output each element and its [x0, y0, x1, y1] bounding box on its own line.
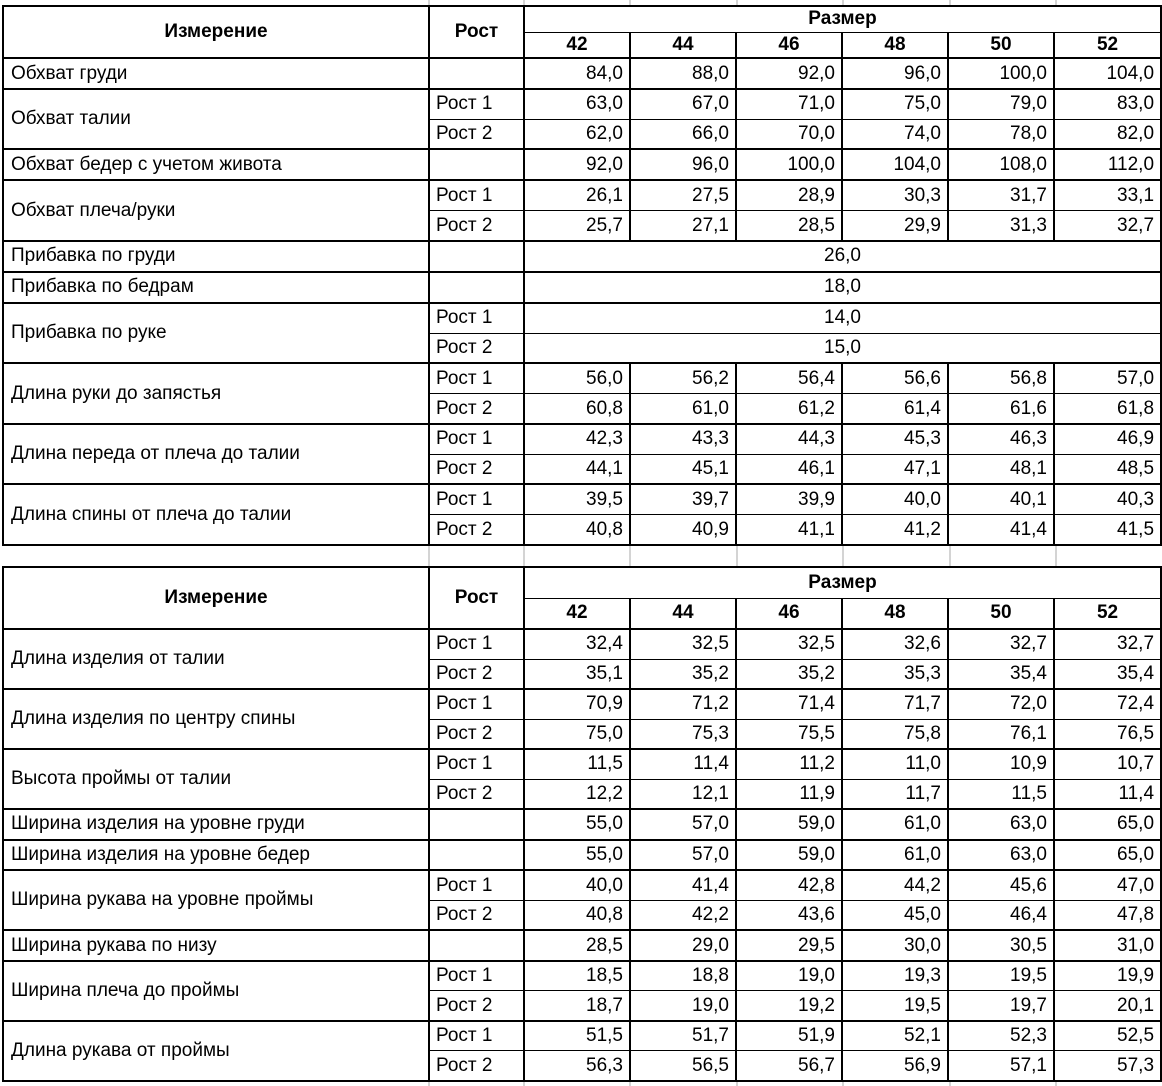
measurement-value: 45,6 — [948, 870, 1054, 900]
measurement-value: 11,4 — [630, 749, 736, 779]
rost-cell: Рост 1 — [429, 363, 524, 393]
measurement-value: 35,2 — [736, 659, 842, 689]
measurement-value: 42,2 — [630, 900, 736, 930]
measurement-value: 75,8 — [842, 719, 948, 749]
table-row — [3, 89, 1161, 119]
measurement-value: 39,9 — [736, 484, 842, 514]
measurement-value: 52,3 — [948, 1021, 1054, 1051]
measurement-value: 18,8 — [630, 961, 736, 991]
measurement-value: 83,0 — [1054, 89, 1161, 119]
measurement-value: 65,0 — [1054, 809, 1161, 840]
table-row — [3, 58, 1161, 89]
measurement-value: 19,5 — [948, 961, 1054, 991]
measurement-value: 48,5 — [1054, 454, 1161, 484]
rost-cell: Рост 1 — [429, 424, 524, 454]
col-header-size: Размер — [524, 567, 1161, 598]
measurement-value: 70,0 — [736, 119, 842, 149]
measurement-value: 100,0 — [948, 58, 1054, 89]
measurement-value: 66,0 — [630, 119, 736, 149]
size-column-header: 50 — [948, 598, 1054, 629]
measurement-value: 59,0 — [736, 840, 842, 871]
measurement-value: 19,2 — [736, 991, 842, 1021]
measurement-value: 25,7 — [524, 211, 630, 241]
upper-measurements-table — [2, 5, 1162, 546]
measurement-value: 40,0 — [842, 484, 948, 514]
rost-cell: Рост 2 — [429, 119, 524, 149]
rost-cell: Рост 2 — [429, 719, 524, 749]
measurement-value: 20,1 — [1054, 991, 1161, 1021]
size-column-header: 50 — [948, 32, 1054, 58]
measurement-value: 65,0 — [1054, 840, 1161, 871]
table-row — [3, 484, 1161, 514]
measurement-value: 43,6 — [736, 900, 842, 930]
rost-cell: Рост 1 — [429, 689, 524, 719]
table-row — [3, 272, 1161, 303]
measurement-value: 44,1 — [524, 454, 630, 484]
measurement-label: Ширина изделия на уровне груди — [3, 809, 429, 840]
measurement-value: 31,0 — [1054, 930, 1161, 961]
measurement-value: 11,5 — [948, 779, 1054, 809]
measurement-value: 57,0 — [630, 809, 736, 840]
measurement-value: 56,8 — [948, 363, 1054, 393]
measurement-value: 19,5 — [842, 991, 948, 1021]
measurement-value: 12,2 — [524, 779, 630, 809]
table-row — [3, 149, 1161, 180]
col-header-size: Размер — [524, 6, 1161, 32]
measurement-label: Высота проймы от талии — [3, 749, 429, 809]
measurement-value: 45,1 — [630, 454, 736, 484]
table-row — [3, 689, 1161, 719]
measurement-value: 63,0 — [524, 89, 630, 119]
measurement-value: 79,0 — [948, 89, 1054, 119]
measurement-value: 60,8 — [524, 394, 630, 424]
measurement-label: Длина рукава от проймы — [3, 1021, 429, 1081]
measurement-value: 33,1 — [1054, 180, 1161, 210]
table-row — [3, 870, 1161, 900]
measurement-value: 61,0 — [842, 840, 948, 871]
measurement-value: 108,0 — [948, 149, 1054, 180]
measurement-value: 75,0 — [842, 89, 948, 119]
table-row — [3, 241, 1161, 272]
measurement-label: Длина спины от плеча до талии — [3, 484, 429, 545]
col-header-rost: Рост — [429, 567, 524, 629]
rost-cell — [429, 930, 524, 961]
rost-cell — [429, 809, 524, 840]
measurement-value: 51,7 — [630, 1021, 736, 1051]
measurement-value: 71,4 — [736, 689, 842, 719]
lower-measurements-table — [2, 566, 1162, 1082]
measurement-value: 56,2 — [630, 363, 736, 393]
measurement-value-merged: 15,0 — [524, 333, 1161, 363]
measurement-value: 78,0 — [948, 119, 1054, 149]
measurement-label: Ширина изделия на уровне бедер — [3, 840, 429, 871]
measurement-value: 56,6 — [842, 363, 948, 393]
measurement-value: 76,5 — [1054, 719, 1161, 749]
measurement-value: 35,3 — [842, 659, 948, 689]
table-row — [3, 961, 1161, 991]
measurement-value: 92,0 — [736, 58, 842, 89]
measurement-value: 57,3 — [1054, 1051, 1161, 1081]
measurement-value: 40,3 — [1054, 484, 1161, 514]
measurement-value: 11,7 — [842, 779, 948, 809]
rost-cell: Рост 2 — [429, 211, 524, 241]
measurement-value: 46,9 — [1054, 424, 1161, 454]
rost-cell: Рост 2 — [429, 659, 524, 689]
measurement-value: 112,0 — [1054, 149, 1161, 180]
measurement-value: 56,5 — [630, 1051, 736, 1081]
measurement-value: 35,1 — [524, 659, 630, 689]
table-row — [3, 424, 1161, 454]
rost-cell: Рост 2 — [429, 515, 524, 545]
measurement-value: 35,4 — [948, 659, 1054, 689]
rost-cell — [429, 58, 524, 89]
measurement-value: 30,5 — [948, 930, 1054, 961]
spreadsheet-gridlines-bottom — [0, 1082, 1162, 1086]
measurement-value: 11,4 — [1054, 779, 1161, 809]
measurement-value: 40,9 — [630, 515, 736, 545]
size-column-header: 44 — [630, 32, 736, 58]
measurement-label: Длина изделия по центру спины — [3, 689, 429, 749]
rost-cell: Рост 1 — [429, 961, 524, 991]
measurement-value: 27,1 — [630, 211, 736, 241]
measurement-value: 40,1 — [948, 484, 1054, 514]
measurement-value: 72,0 — [948, 689, 1054, 719]
measurement-value: 26,1 — [524, 180, 630, 210]
measurement-value: 19,3 — [842, 961, 948, 991]
rost-cell: Рост 2 — [429, 1051, 524, 1081]
measurement-value: 28,5 — [736, 211, 842, 241]
measurement-value: 76,1 — [948, 719, 1054, 749]
rost-cell: Рост 2 — [429, 454, 524, 484]
table-row — [3, 840, 1161, 871]
measurement-value: 12,1 — [630, 779, 736, 809]
measurement-value: 84,0 — [524, 58, 630, 89]
measurement-value: 70,9 — [524, 689, 630, 719]
rost-cell: Рост 1 — [429, 303, 524, 333]
measurement-label: Длина руки до запястья — [3, 363, 429, 424]
measurement-value: 39,7 — [630, 484, 736, 514]
measurement-value: 32,6 — [842, 629, 948, 659]
measurement-value: 61,2 — [736, 394, 842, 424]
measurement-value: 55,0 — [524, 809, 630, 840]
measurement-value: 72,4 — [1054, 689, 1161, 719]
table-row — [3, 180, 1161, 210]
measurement-value: 35,4 — [1054, 659, 1161, 689]
rost-cell — [429, 241, 524, 272]
measurement-value: 41,5 — [1054, 515, 1161, 545]
measurement-value: 75,5 — [736, 719, 842, 749]
table-row — [3, 303, 1161, 333]
col-header-measurement: Измерение — [3, 567, 429, 629]
measurement-value: 57,0 — [630, 840, 736, 871]
header-row — [3, 6, 1161, 32]
header-row — [3, 567, 1161, 598]
measurement-value: 41,2 — [842, 515, 948, 545]
measurement-value: 40,8 — [524, 515, 630, 545]
size-column-header: 52 — [1054, 598, 1161, 629]
measurement-value: 63,0 — [948, 809, 1054, 840]
measurement-value: 32,5 — [630, 629, 736, 659]
measurement-value: 19,0 — [736, 961, 842, 991]
measurement-value: 11,2 — [736, 749, 842, 779]
measurement-value: 31,7 — [948, 180, 1054, 210]
measurement-value: 32,7 — [948, 629, 1054, 659]
measurement-value: 71,2 — [630, 689, 736, 719]
size-column-header: 42 — [524, 32, 630, 58]
measurement-value: 18,5 — [524, 961, 630, 991]
measurement-value: 18,7 — [524, 991, 630, 1021]
measurement-value: 82,0 — [1054, 119, 1161, 149]
table-row — [3, 930, 1161, 961]
rost-cell: Рост 2 — [429, 900, 524, 930]
measurement-value: 75,3 — [630, 719, 736, 749]
measurement-value: 51,5 — [524, 1021, 630, 1051]
size-column-header: 44 — [630, 598, 736, 629]
measurement-value: 61,0 — [630, 394, 736, 424]
measurement-value-merged: 14,0 — [524, 303, 1161, 333]
measurement-value-merged: 18,0 — [524, 272, 1161, 303]
measurement-value: 61,8 — [1054, 394, 1161, 424]
measurement-value: 30,0 — [842, 930, 948, 961]
measurement-value: 45,0 — [842, 900, 948, 930]
measurement-value: 44,2 — [842, 870, 948, 900]
size-column-header: 48 — [842, 32, 948, 58]
measurement-label: Обхват бедер с учетом живота — [3, 149, 429, 180]
measurement-value: 32,4 — [524, 629, 630, 659]
measurement-label: Прибавка по груди — [3, 241, 429, 272]
measurement-value: 74,0 — [842, 119, 948, 149]
measurement-value: 96,0 — [842, 58, 948, 89]
size-column-header: 52 — [1054, 32, 1161, 58]
measurement-value: 40,8 — [524, 900, 630, 930]
measurement-value: 57,1 — [948, 1051, 1054, 1081]
rost-cell: Рост 1 — [429, 870, 524, 900]
measurement-value: 42,8 — [736, 870, 842, 900]
measurement-value: 52,1 — [842, 1021, 948, 1051]
measurement-value: 32,5 — [736, 629, 842, 659]
measurement-value: 61,0 — [842, 809, 948, 840]
table-row — [3, 629, 1161, 659]
spreadsheet-gridlines-gap — [0, 546, 1162, 566]
measurement-value: 47,8 — [1054, 900, 1161, 930]
measurement-value: 41,4 — [948, 515, 1054, 545]
rost-cell — [429, 149, 524, 180]
measurement-value: 59,0 — [736, 809, 842, 840]
table-row — [3, 1021, 1161, 1051]
measurement-label: Длина изделия от талии — [3, 629, 429, 689]
measurement-value: 19,9 — [1054, 961, 1161, 991]
measurement-value: 41,1 — [736, 515, 842, 545]
measurement-value: 30,3 — [842, 180, 948, 210]
measurement-value: 10,7 — [1054, 749, 1161, 779]
measurement-value: 55,0 — [524, 840, 630, 871]
rost-cell: Рост 1 — [429, 89, 524, 119]
rost-cell: Рост 1 — [429, 1021, 524, 1051]
measurement-value: 61,4 — [842, 394, 948, 424]
table-row — [3, 363, 1161, 393]
measurement-value-merged: 26,0 — [524, 241, 1161, 272]
measurement-value: 29,0 — [630, 930, 736, 961]
size-column-header: 48 — [842, 598, 948, 629]
measurement-value: 52,5 — [1054, 1021, 1161, 1051]
measurement-value: 11,0 — [842, 749, 948, 779]
measurement-value: 100,0 — [736, 149, 842, 180]
measurement-value: 96,0 — [630, 149, 736, 180]
measurement-label: Прибавка по руке — [3, 303, 429, 364]
rost-cell: Рост 2 — [429, 333, 524, 363]
rost-cell — [429, 840, 524, 871]
measurement-value: 51,9 — [736, 1021, 842, 1051]
measurement-value: 28,5 — [524, 930, 630, 961]
measurement-value: 19,7 — [948, 991, 1054, 1021]
measurement-label: Обхват плеча/руки — [3, 180, 429, 241]
table-row — [3, 809, 1161, 840]
measurement-label: Прибавка по бедрам — [3, 272, 429, 303]
measurement-value: 42,3 — [524, 424, 630, 454]
measurement-value: 46,3 — [948, 424, 1054, 454]
measurement-value: 63,0 — [948, 840, 1054, 871]
measurement-label: Обхват груди — [3, 58, 429, 89]
measurement-value: 57,0 — [1054, 363, 1161, 393]
measurement-value: 43,3 — [630, 424, 736, 454]
measurement-label: Обхват талии — [3, 89, 429, 150]
measurement-value: 32,7 — [1054, 629, 1161, 659]
measurement-value: 29,5 — [736, 930, 842, 961]
measurement-label: Ширина рукава по низу — [3, 930, 429, 961]
measurement-value: 39,5 — [524, 484, 630, 514]
measurement-value: 56,3 — [524, 1051, 630, 1081]
measurement-value: 47,0 — [1054, 870, 1161, 900]
measurement-value: 56,7 — [736, 1051, 842, 1081]
table-row — [3, 749, 1161, 779]
measurement-value: 27,5 — [630, 180, 736, 210]
measurement-value: 88,0 — [630, 58, 736, 89]
measurement-value: 67,0 — [630, 89, 736, 119]
measurement-value: 19,0 — [630, 991, 736, 1021]
measurement-value: 31,3 — [948, 211, 1054, 241]
measurement-value: 41,4 — [630, 870, 736, 900]
measurement-value: 104,0 — [842, 149, 948, 180]
measurement-value: 71,7 — [842, 689, 948, 719]
measurement-value: 32,7 — [1054, 211, 1161, 241]
col-header-measurement: Измерение — [3, 6, 429, 58]
measurement-value: 40,0 — [524, 870, 630, 900]
measurement-value: 56,4 — [736, 363, 842, 393]
measurement-value: 75,0 — [524, 719, 630, 749]
measurement-value: 61,6 — [948, 394, 1054, 424]
rost-cell: Рост 1 — [429, 180, 524, 210]
measurement-value: 11,5 — [524, 749, 630, 779]
size-column-header: 42 — [524, 598, 630, 629]
measurement-value: 104,0 — [1054, 58, 1161, 89]
size-column-header: 46 — [736, 32, 842, 58]
rost-cell: Рост 1 — [429, 484, 524, 514]
measurement-value: 92,0 — [524, 149, 630, 180]
measurement-value: 28,9 — [736, 180, 842, 210]
size-column-header: 46 — [736, 598, 842, 629]
rost-cell: Рост 1 — [429, 629, 524, 659]
measurement-value: 56,0 — [524, 363, 630, 393]
measurement-value: 45,3 — [842, 424, 948, 454]
rost-cell: Рост 1 — [429, 749, 524, 779]
rost-cell — [429, 272, 524, 303]
rost-cell: Рост 2 — [429, 991, 524, 1021]
measurement-value: 71,0 — [736, 89, 842, 119]
measurement-label: Ширина рукава на уровне проймы — [3, 870, 429, 930]
col-header-rost: Рост — [429, 6, 524, 58]
rost-cell: Рост 2 — [429, 394, 524, 424]
measurement-label: Ширина плеча до проймы — [3, 961, 429, 1021]
measurement-value: 35,2 — [630, 659, 736, 689]
measurement-value: 56,9 — [842, 1051, 948, 1081]
measurement-value: 46,4 — [948, 900, 1054, 930]
measurement-value: 29,9 — [842, 211, 948, 241]
measurement-label: Длина переда от плеча до талии — [3, 424, 429, 485]
measurement-value: 11,9 — [736, 779, 842, 809]
rost-cell: Рост 2 — [429, 779, 524, 809]
measurement-value: 10,9 — [948, 749, 1054, 779]
measurement-value: 46,1 — [736, 454, 842, 484]
measurement-value: 47,1 — [842, 454, 948, 484]
measurement-value: 62,0 — [524, 119, 630, 149]
measurement-value: 48,1 — [948, 454, 1054, 484]
measurement-value: 44,3 — [736, 424, 842, 454]
